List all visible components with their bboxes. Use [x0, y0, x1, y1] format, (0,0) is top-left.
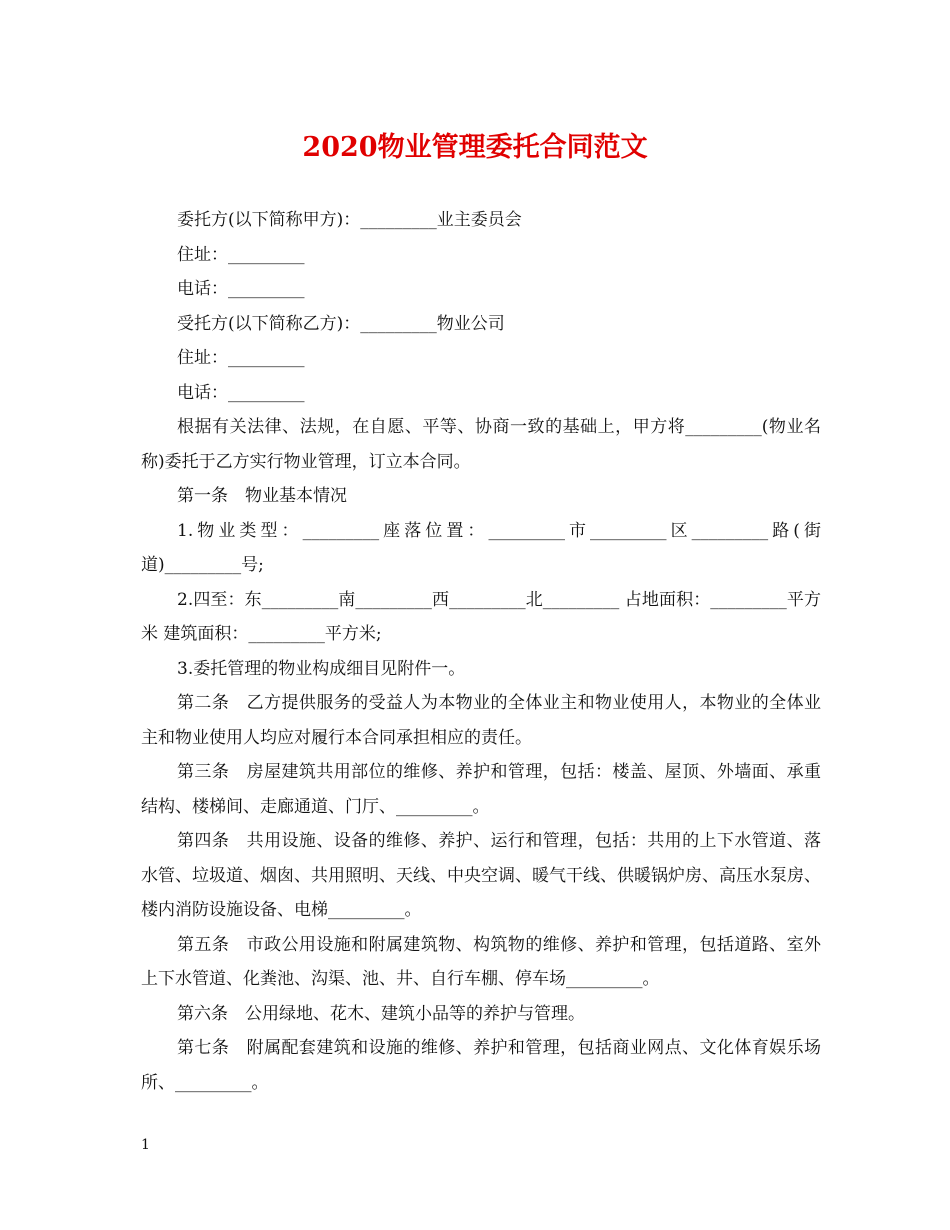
paragraph-article-2: 第二条 乙方提供服务的受益人为本物业的全体业主和物业使用人，本物业的全体业主和物业使用人均应对履行本合同承担相应的责任。 — [141, 693, 821, 748]
paragraph-trustee-phone: 电话：_________ — [177, 382, 305, 403]
paragraph-client: 委托方(以下简称甲方)：_________业主委员会 — [177, 210, 522, 230]
paragraph-article-1-item-1: 1.物业类型：_________座落位置：_________市_________区_________路(街道)_________号; — [141, 520, 821, 575]
paragraph-article-5: 第五条 市政公用设施和附属建筑物、构筑物的维修、养护和管理，包括道路、室外上下水管道、化粪池、沟渠、池、井、自行车棚、停车场_________。 — [141, 934, 821, 989]
paragraph-article-1-item-3: 3.委托管理的物业构成细目见附件一。 — [177, 658, 466, 679]
paragraph-preamble: 根据有关法律、法规，在自愿、平等、协商一致的基础上，甲方将_________(物业名称)委托于乙方实行物业管理，订立本合同。 — [141, 417, 821, 472]
page-number: 1 — [141, 1137, 150, 1153]
paragraph-article-4: 第四条 共用设施、设备的维修、养护、运行和管理，包括：共用的上下水管道、落水管、垃圾道、烟囱、共用照明、天线、中央空调、暖气干线、供暖锅炉房、高压水泵房、楼内消防设施设备、电梯_________。 — [141, 831, 821, 920]
paragraph-article-1: 第一条 物业基本情况 — [177, 486, 347, 506]
paragraph-client-address: 住址：_________ — [177, 244, 305, 265]
paragraph-article-3: 第三条 房屋建筑共用部位的维修、养护和管理，包括：楼盖、屋顶、外墙面、承重结构、楼梯间、走廊通道、门厅、_________。 — [141, 762, 821, 817]
paragraph-client-phone: 电话：_________ — [177, 279, 305, 299]
paragraph-trustee-address: 住址：_________ — [177, 348, 305, 368]
paragraph-article-1-item-2: 2.四至：东_________南_________西_________北_________ 占地面积：_________平方米 建筑面积：_________平方米; — [141, 589, 821, 644]
paragraph-article-7: 第七条 附属配套建筑和设施的维修、养护和管理，包括商业网点、文化体育娱乐场所、_________。 — [141, 1038, 821, 1093]
document-title: 2020物业管理委托合同范文 — [302, 132, 648, 163]
paragraph-trustee: 受托方(以下简称乙方)：_________物业公司 — [177, 313, 505, 334]
document-body — [141, 203, 821, 1100]
paragraph-article-6: 第六条 公用绿地、花木、建筑小品等的养护与管理。 — [177, 1003, 585, 1024]
